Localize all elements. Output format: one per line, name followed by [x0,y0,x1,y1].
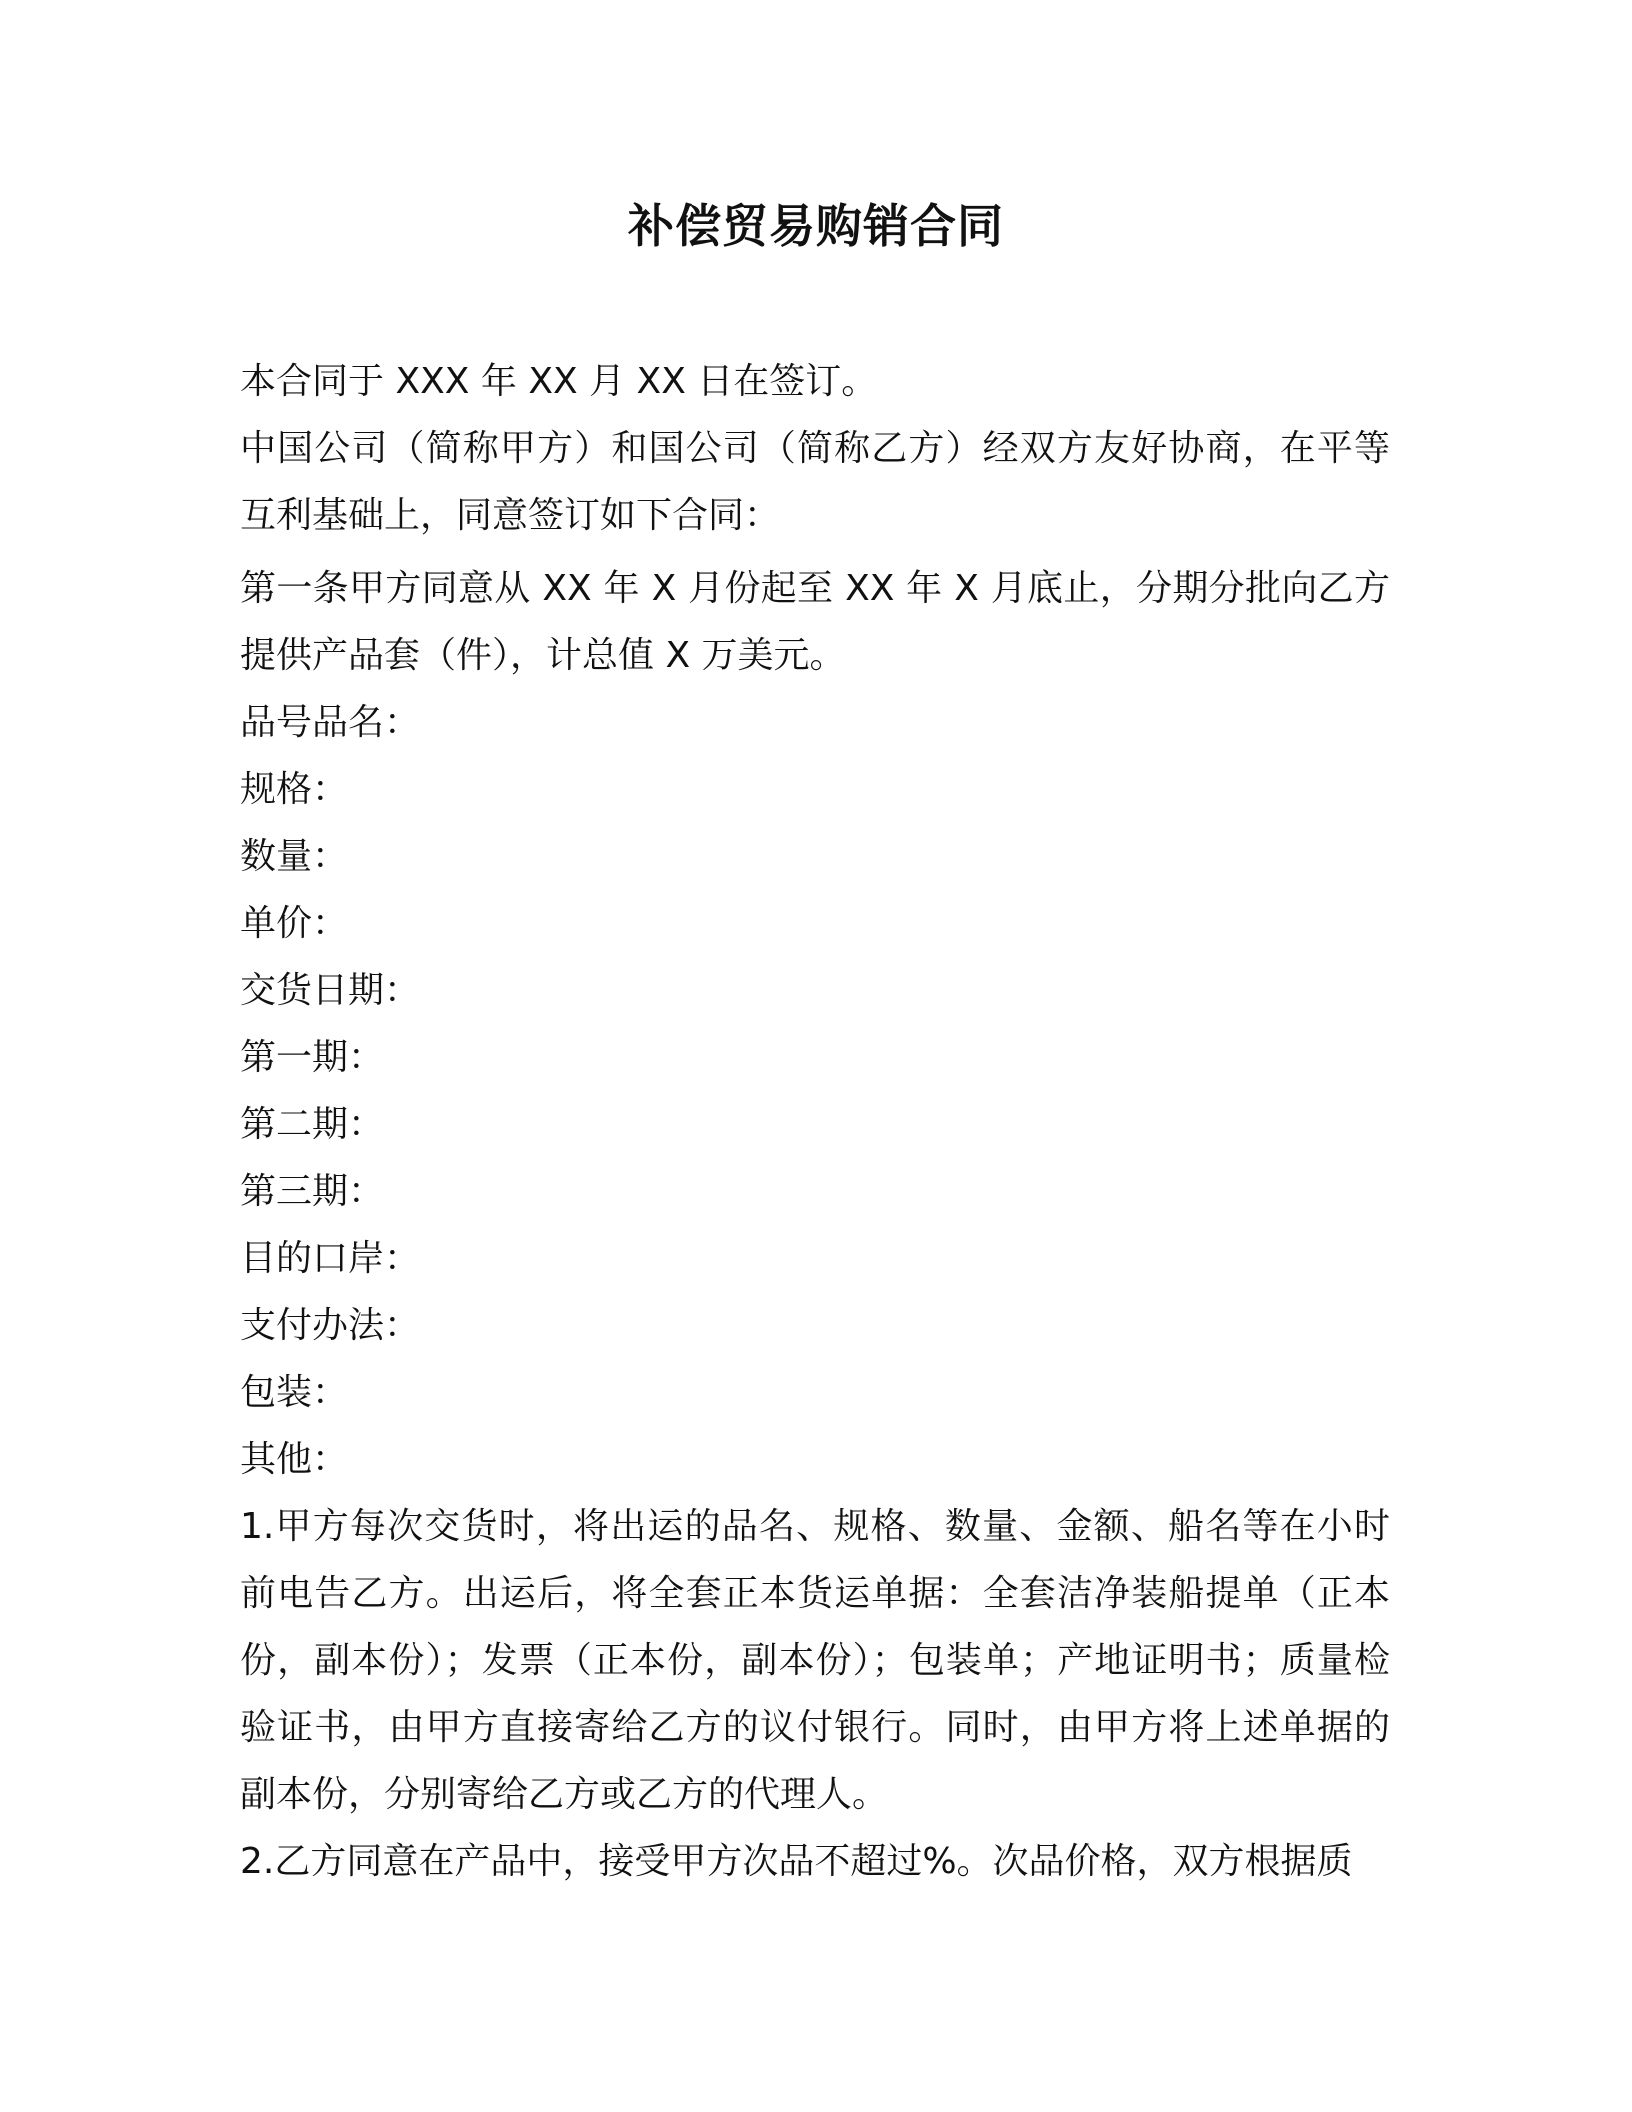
field-destination-port: 目的口岸： [240,1238,421,1279]
field-phase-three: 第三期： [240,1171,385,1212]
field-payment-method: 支付办法： [240,1305,421,1346]
parties-paragraph: 中国公司（简称甲方）和国公司（简称乙方）经双方友好协商，在平等互利基础上，同意签订如下合同： [240,428,1390,536]
field-phase-two: 第二期： [240,1104,385,1145]
field-other: 其他： [240,1439,349,1480]
field-specification: 规格： [240,769,349,810]
field-product-name: 品号品名： [240,702,421,743]
document-body [240,348,1390,1895]
clause-two-paragraph: 2.乙方同意在产品中，接受甲方次品不超过%。次品价格，双方根据质 [240,1841,1353,1882]
field-packaging: 包装： [240,1372,349,1413]
signing-date-paragraph: 本合同于 XXX 年 XX 月 XX 日在签订。 [240,361,878,402]
article-one-paragraph: 第一条甲方同意从 XX 年 X 月份起至 XX 年 X 月底止，分期分批向乙方提供产品套（件），计总值 X 万美元。 [240,568,1390,676]
field-quantity: 数量： [240,836,349,877]
document-title: 补偿贸易购销合同 [628,199,1004,253]
field-phase-one: 第一期： [240,1037,385,1078]
field-unit-price: 单价： [240,903,349,944]
field-delivery-date: 交货日期： [240,970,421,1011]
clause-one-paragraph: 1.甲方每次交货时，将出运的品名、规格、数量、金额、船名等在小时前电告乙方。出运后，将全套正本货运单据：全套洁净装船提单（正本份，副本份）；发票（正本份，副本份）；包装单；产地证明书；质量检验证书，由甲方直接寄给乙方的议付银行。同时，由甲方将上述单据的副本份，分别寄给乙方或乙方的代理人。 [240,1506,1390,1815]
